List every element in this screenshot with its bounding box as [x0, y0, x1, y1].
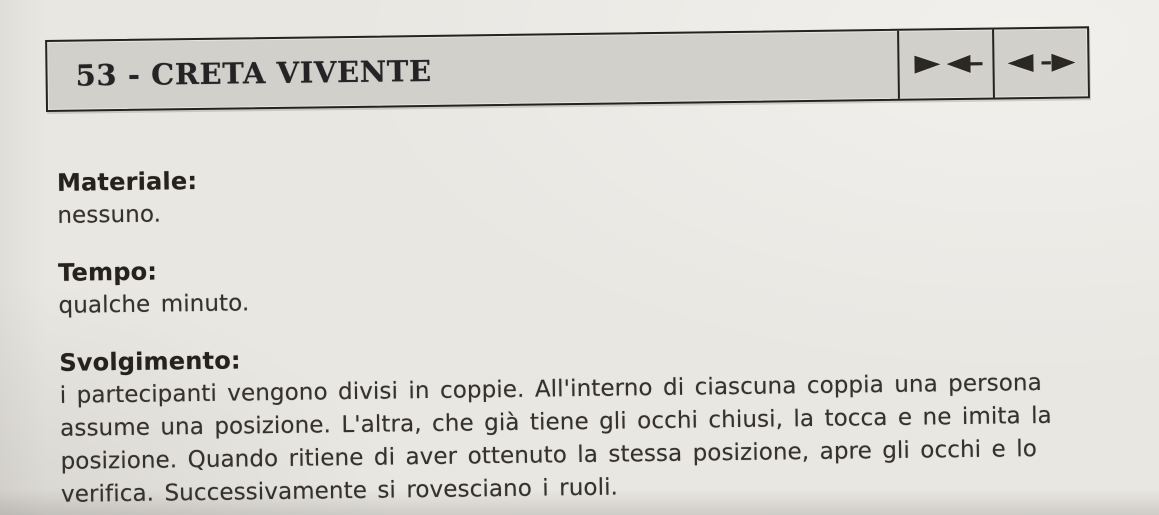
exercise-title: 53 - CRETA VIVENTE [75, 53, 432, 93]
section-materiale [57, 155, 1123, 233]
arrows-diverging-icon [1003, 46, 1079, 79]
section-svolgimento [59, 335, 1126, 512]
icon-cell-diverging [992, 28, 1088, 97]
exercise-header-bar [45, 26, 1090, 112]
exercise-title-cell [47, 31, 898, 110]
section-label-tempo: Tempo: [57, 257, 158, 287]
section-label-svolgimento: Svolgimento: [59, 346, 241, 377]
section-text-tempo: qualche minuto. [58, 290, 250, 319]
section-tempo [58, 245, 1124, 323]
paragraph-line: i partecipanti vengono divisi in coppie. All'interno di ciascuna coppia una persona [59, 369, 1043, 409]
paragraph-line: posizione. Quando ritiene di aver ottenuto la stessa posizione, apre gli occhi e lo [60, 436, 1038, 475]
icon-cell-converging [897, 30, 993, 99]
section-text-svolgimento [60, 366, 1127, 512]
section-text-materiale: nessuno. [57, 201, 162, 229]
arrows-converging-icon [908, 48, 984, 81]
paragraph-line: verifica. Successivamente si rovesciano i ruoli. [60, 474, 619, 508]
paragraph-line: assume una posizione. L'altra, che già tiene gli occhi chiusi, la tocca e ne imita la [60, 402, 1052, 442]
section-label-materiale: Materiale: [56, 166, 198, 197]
exercise-body [57, 145, 1127, 515]
